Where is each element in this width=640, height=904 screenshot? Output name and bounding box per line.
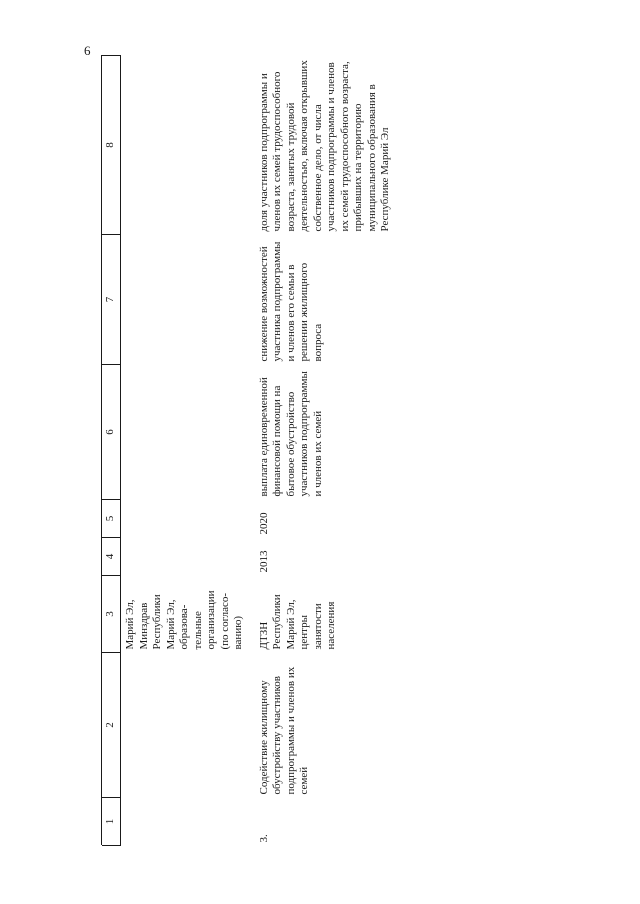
table-row xyxy=(121,56,258,846)
column-number-row xyxy=(102,56,121,846)
indicator-cell: доля участников подпрограммы и членов их семей трудоспособного возраста, занятых трудовой деятельностью, включая открывших собственное дело, от числа участников подпрограммы и членов их семей трудоспособного возраста, прибывших на территорию муниципального образования в Республике Марий Эл xyxy=(257,60,391,232)
program-measures-table xyxy=(101,55,393,846)
page-number: 6 xyxy=(84,43,91,58)
executors-cell: Марий Эл, Минздрав Республики Марий Эл, образова-тельные организации (по согласо-ванию) xyxy=(124,590,244,650)
column-header: 2 xyxy=(102,653,121,798)
result-cell: выплата единовременной финансовой помощи на бытовое обустройство участников подпрограммы и членов их семей xyxy=(257,371,324,497)
column-header: 3 xyxy=(102,576,121,653)
table-row xyxy=(258,56,393,846)
consequences-cell: снижение возможностей участника подпрограммы и членов его семьи в решении жилищного вопроса xyxy=(257,241,324,362)
column-header: 4 xyxy=(102,538,121,576)
column-header: 5 xyxy=(102,500,121,538)
column-header: 6 xyxy=(102,365,121,500)
row-number: 3. xyxy=(257,834,270,843)
column-header: 1 xyxy=(102,798,121,846)
measure-cell: Содействие жилищному обустройству участников подпрограммы и членов их семей xyxy=(257,666,310,795)
start-year-cell: 2013 xyxy=(257,550,270,573)
rotated-table-wrapper xyxy=(101,56,539,846)
executors-cell: ДТЗН Республики Марий Эл, центры занятости населения xyxy=(257,594,337,650)
end-year-cell: 2020 xyxy=(257,512,270,535)
column-header: 7 xyxy=(102,235,121,365)
column-header: 8 xyxy=(102,56,121,235)
